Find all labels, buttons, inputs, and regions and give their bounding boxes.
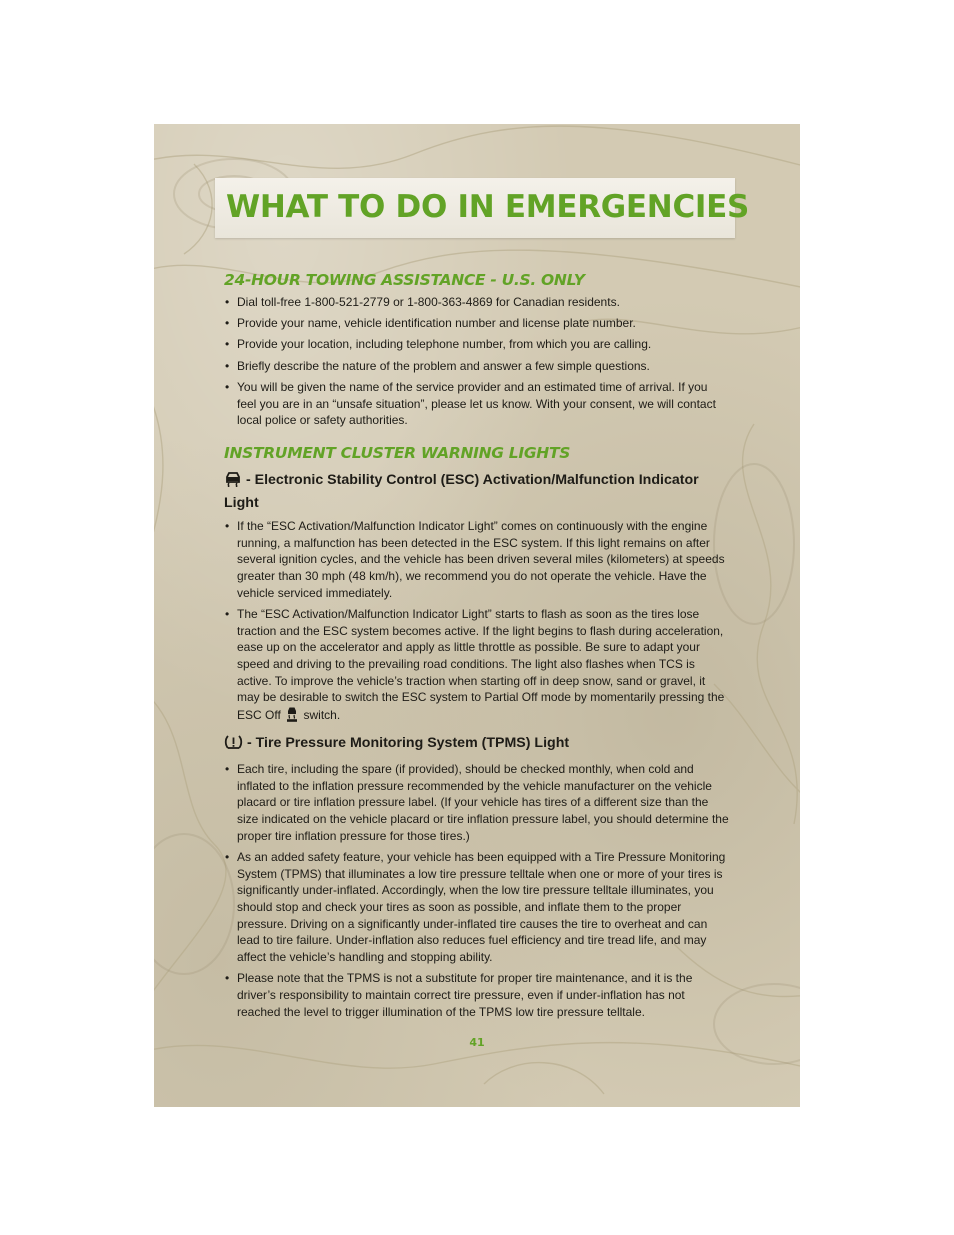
list-item: • Please note that the TPMS is not a substitute for proper tire maintenance, and it is the driver’s responsibility to maintain correct tire pressure, even if under-inflation has not reached the level to trigger illumination of the TPMS low tire pressure telltale. (224, 970, 730, 1020)
list-item: • Each tire, including the spare (if provided), should be checked monthly, when cold and inflated to the inflation pressure recommended by the vehicle manufacturer on the vehicle placard or tire inflation pressure label. (If your vehicle has tires of a different size than the size indicated on the vehicle placard or tire inflation pressure label, you should determine the proper tire inflation pressure for those tires.) (224, 761, 730, 845)
tpms-heading (224, 733, 730, 756)
list-item: • You will be given the name of the service provider and an estimated time of arrival. If you feel you are in an “unsafe situation”, please let us know. With your consent, we will contact local police or safety authorities. (224, 379, 730, 429)
list-item: • Dial toll-free 1-800-521-2779 or 1-800-363-4869 for Canadian residents. (224, 294, 730, 311)
list-item: • Provide your location, including telephone number, from which you are calling. (224, 336, 730, 353)
towing-list (224, 294, 730, 429)
esc-item-text: The “ESC Activation/Malfunction Indicator Light” starts to flash as soon as the tires lose traction and the ESC system becomes active. If the light begins to flash during acceleration, ease up on the accelerator and apply as little throttle as possible. Be sure to adapt your speed and driving to the prevailing road conditions. The light also flashes when TCS is active. To improve the vehicle’s traction when starting off in deep snow, sand or gravel, it may be desirable to switch the ESC system to Partial Off mode by momentarily pressing the ESC Off (237, 606, 725, 723)
esc-heading (224, 470, 730, 513)
tpms-tire-warning-icon (224, 734, 243, 756)
main-content (224, 270, 730, 1025)
list-item: • Provide your name, vehicle identification number and license plate number. (224, 315, 730, 332)
list-item: • Briefly describe the nature of the problem and answer a few simple questions. (224, 358, 730, 375)
list-item (224, 606, 730, 727)
towing-heading: 24-HOUR TOWING ASSISTANCE - U.S. ONLY (224, 271, 585, 289)
list-item: • If the “ESC Activation/Malfunction Indicator Light” comes on continuously with the engine running, a malfunction has been detected in the ESC system. If this light remains on after several ignition cycles, and the vehicle has been driven several miles (kilometers) at speeds greater than 30 mph (48 km/h), we recommend you do not operate the vehicle. Have the vehicle serviced immediately. (224, 518, 730, 602)
esc-list (224, 518, 730, 727)
tpms-heading-text: - Tire Pressure Monitoring System (TPMS) Light (243, 734, 570, 751)
manual-page (154, 124, 800, 1107)
tpms-list (224, 761, 730, 1021)
esc-item-text-end: switch. (303, 708, 341, 723)
page-number: 41 (469, 1036, 485, 1049)
list-item: • As an added safety feature, your vehicle has been equipped with a Tire Pressure Monitoring System (TPMS) that illuminates a low tire pressure telltale when one or more of your tires is significantly under-inflated. Accordingly, when the low tire pressure telltale illuminates, you should stop and check your tires as soon as possible, and inflate them to the proper pressure. Driving on a significantly under-inflated tire causes the tire to overheat and can lead to tire failure. Under-inflation also reduces fuel efficiency and tire tread life, and may affect the vehicle’s handling and stopping ability. (224, 849, 730, 966)
page-title: WHAT TO DO IN EMERGENCIES (226, 189, 750, 225)
warning-lights-heading: INSTRUMENT CLUSTER WARNING LIGHTS (224, 443, 571, 462)
esc-off-switch-icon (284, 706, 300, 727)
esc-heading-text: - Electronic Stability Control (ESC) Activation/Malfunction Indicator Light (224, 471, 699, 511)
esc-skid-car-icon (224, 471, 242, 493)
